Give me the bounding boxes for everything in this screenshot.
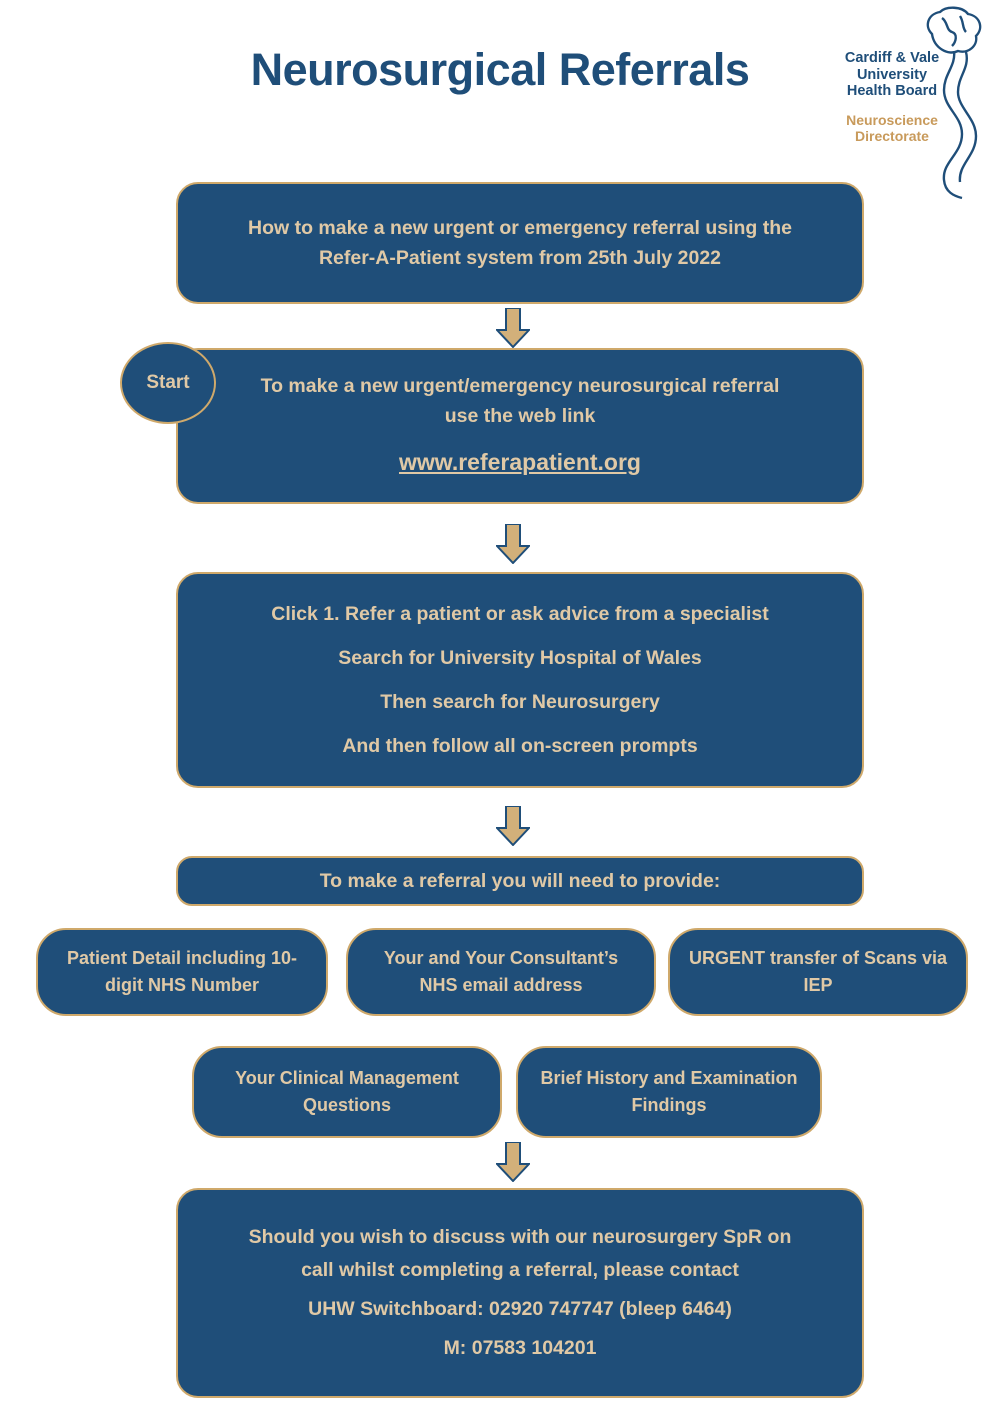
logo-line-3: Health Board [846,83,938,100]
requirement-label: Patient Detail including 10-digit NHS Number [66,948,298,995]
requirement-label: Brief History and Examination Findings [540,1068,798,1115]
logo-sub-2: Directorate [855,128,929,145]
weblink-line-1: To make a new urgent/emergency neurosurgical referral [260,374,780,397]
start-label: Start [146,372,190,393]
requirement-label: Your Clinical Management Questions [235,1068,459,1115]
requirement-item [36,928,328,1016]
steps-line-4: And then follow all on-screen prompts [342,735,698,758]
steps-line-1: Click 1. Refer a patient or ask advice from a specialist [271,602,769,625]
logo-line-1: Cardiff & Vale [844,50,940,66]
intro-box [176,182,864,304]
requirement-item [346,928,656,1016]
contact-switchboard: UHW Switchboard: 02920 747747 (bleep 6464) [308,1298,732,1320]
steps-line-2: Search for University Hospital of Wales [338,646,702,669]
intro-line-1: How to make a new urgent or emergency referral using the [248,216,792,239]
logo-sub-1: Neuroscience [846,112,938,128]
requirement-label: URGENT transfer of Scans via IEP [688,948,948,995]
start-node [120,342,216,424]
steps-line-3: Then search for Neurosurgery [380,691,660,713]
page-title: Neurosurgical Referrals [250,44,750,95]
requirements-header-box [176,856,864,906]
arrow-down-icon [496,308,530,348]
web-link-box [176,348,864,504]
steps-box [176,572,864,788]
brain-spine-icon [914,4,994,200]
requirement-item [516,1046,822,1138]
requirement-label: Your and Your Consultant’s NHS email address [383,948,619,995]
logo-line-2: University [856,66,928,83]
refer-a-patient-link[interactable]: www.referapatient.org [399,449,641,476]
arrow-down-icon [496,1142,530,1182]
arrow-down-icon [496,806,530,846]
requirements-header-label: To make a referral you will need to provide: [319,869,721,892]
arrow-down-icon [496,524,530,564]
requirement-item [192,1046,502,1138]
weblink-line-2: use the web link [444,405,596,428]
contact-box [176,1188,864,1398]
intro-line-2: Refer-A-Patient system from 25th July 2022 [318,247,722,269]
contact-line-1: Should you wish to discuss with our neurosurgery SpR on [248,1225,792,1248]
requirement-item [668,928,968,1016]
contact-line-2: call whilst completing a referral, please contact [301,1258,739,1281]
health-board-logo [834,4,994,200]
contact-mobile: M: 07583 104201 [443,1337,597,1360]
